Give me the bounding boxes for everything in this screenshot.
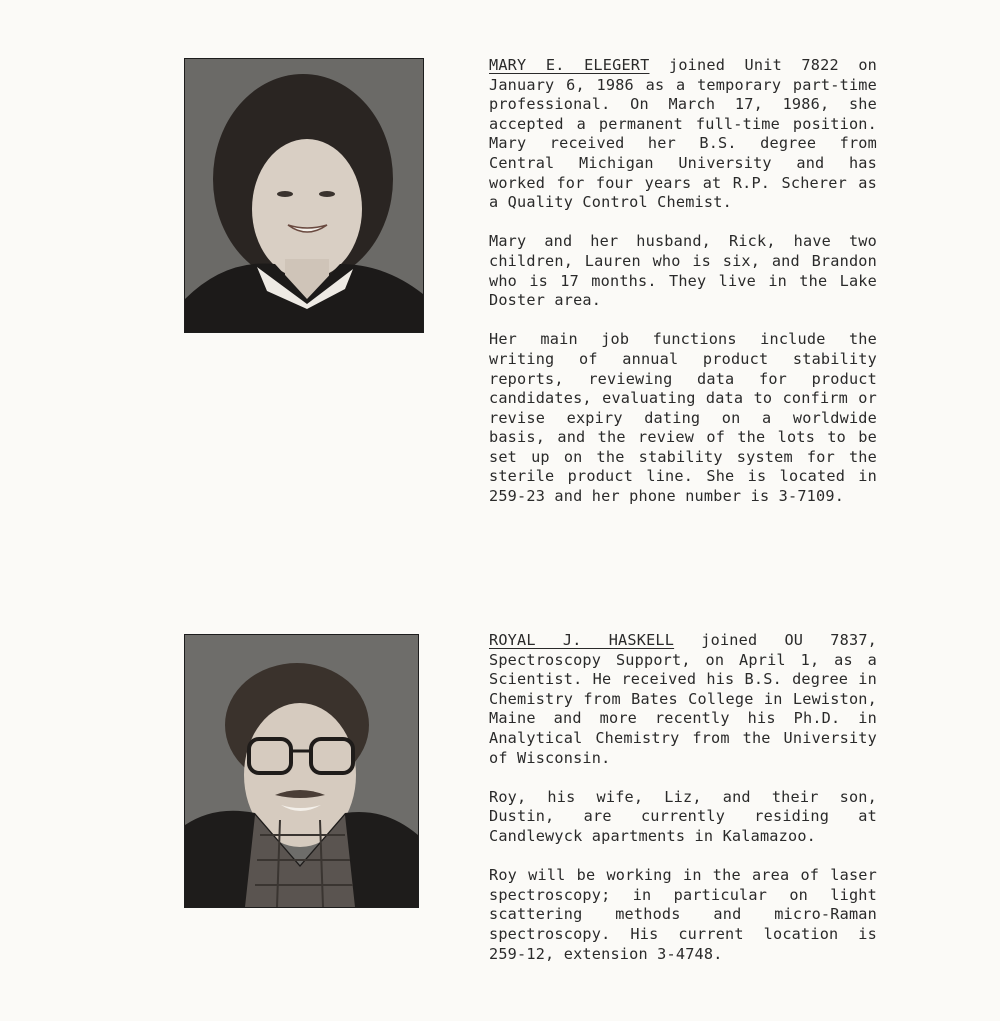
bio-mary: [489, 56, 877, 507]
family-paragraph: Mary and her husband, Rick, have two children, Lauren who is six, and Brandon who is 17 months. They live in the Lake Doster area.: [489, 232, 877, 310]
portrait-mary-illustration: [185, 59, 423, 332]
portrait-photo-royal: [184, 634, 419, 908]
intro-text: joined OU 7837, Spectroscopy Support, on April 1, as a Scientist. He received his B.S. degree in Chemistry from Bates College in Lewiston, Maine and more recently his Ph.D. in Analytical Chemistry from the University of Wisconsin.: [489, 631, 878, 767]
portrait-photo-mary: [184, 58, 424, 333]
bio-mary-intro: [489, 56, 877, 213]
duties-paragraph: Her main job functions include the writing of annual product stability reports, reviewing data for product candidates, evaluating data to confirm or revise expiry dating on a worldwide basis, and the review of the lots to be set up on the stability system for the sterile product line. She is located in 259-23 and her phone number is 3-7109.: [489, 330, 877, 506]
person-name: ROYAL J. HASKELL: [489, 631, 675, 649]
bio-royal: [489, 631, 877, 964]
portrait-royal-illustration: [185, 635, 418, 907]
intro-text: joined Unit 7822 on January 6, 1986 as a temporary part-time professional. On March 17, 1986, she accepted a permanent full-time position. Mary received her B.S. degree from Central Michigan University and has worked for four years at R.P. Scherer as a Quality Control Chemist.: [489, 56, 878, 212]
family-paragraph: Roy, his wife, Liz, and their son, Dustin, are currently residing at Candlewyck apartments in Kalamazoo.: [489, 787, 877, 845]
duties-paragraph: Roy will be working in the area of laser spectroscopy; in particular on light scattering methods and micro-Raman spectroscopy. His current location is 259-12, extension 3-4748.: [489, 866, 877, 963]
person-name: MARY E. ELEGERT: [489, 56, 650, 74]
bio-royal-intro: [489, 631, 877, 768]
